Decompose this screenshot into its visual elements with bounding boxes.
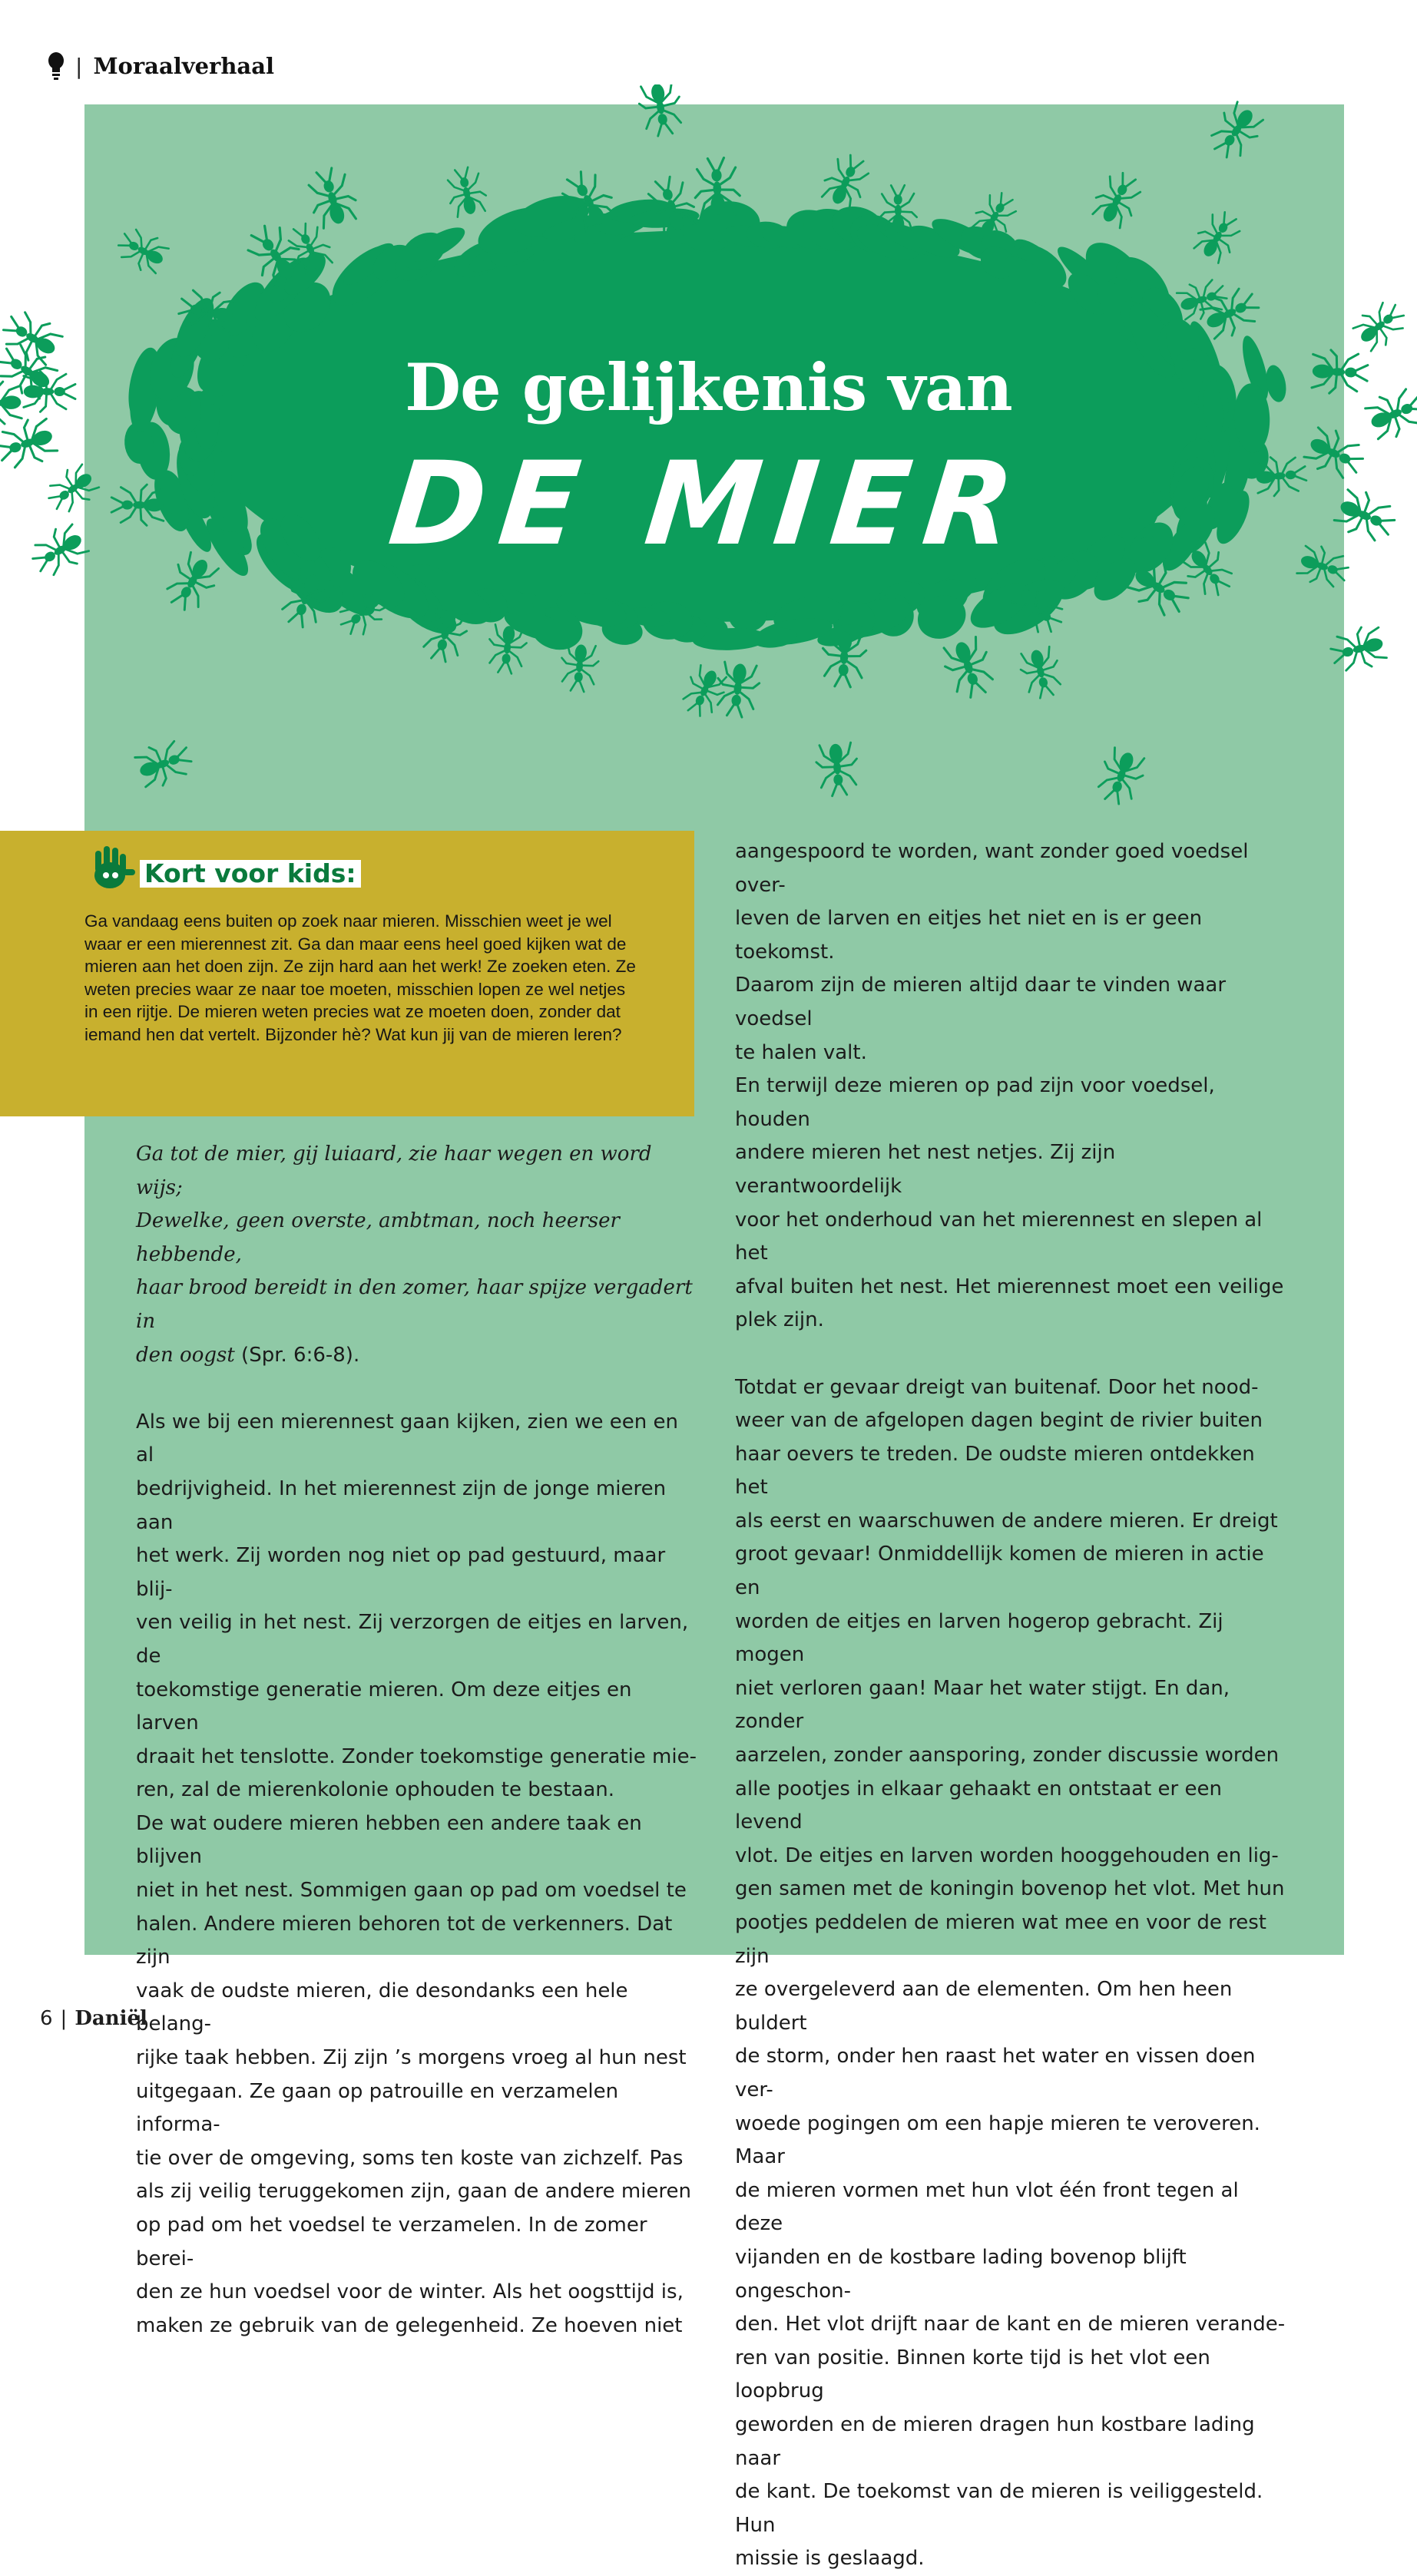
body-line: bedrijvigheid. In het mierennest zijn de jonge mieren aan bbox=[136, 1476, 667, 1534]
ant-icon bbox=[1093, 746, 1149, 809]
ant-icon bbox=[1190, 206, 1246, 265]
body-line: draait het tenslotte. Zonder toekomstige generatie mie- bbox=[136, 1744, 697, 1768]
body-line: den ze hun voedsel voor de winter. Als het oogsttijd is, bbox=[136, 2280, 684, 2304]
body-line: vijanden en de kostbare lading bovenop blijft ongeschon- bbox=[735, 2245, 1187, 2303]
body-line: plek zijn. bbox=[735, 1308, 824, 1332]
kids-line: weten precies waar ze naar toe moeten, misschien lopen ze wel netjes bbox=[84, 979, 626, 999]
ant-icon bbox=[694, 157, 740, 217]
body-line: als zij veilig teruggekomen zijn, gaan de andere mieren bbox=[136, 2180, 692, 2204]
body-line: halen. Andere mieren behoren tot de verkenners. Dat zijn bbox=[136, 1912, 673, 1969]
quote-line: Dewelke, geen overste, ambtman, noch heerser hebbende, bbox=[136, 1209, 620, 1266]
body-line: aarzelen, zonder aansporing, zonder discussie worden bbox=[735, 1744, 1280, 1767]
body-line: niet in het nest. Sommigen gaan op pad om voedsel te bbox=[136, 1879, 687, 1903]
body-line: als eerst en waarschuwen de andere mieren. Er dreigt bbox=[735, 1509, 1278, 1533]
right-body-1 bbox=[735, 835, 1288, 1338]
ant-icon bbox=[134, 736, 196, 792]
kids-heading bbox=[84, 840, 361, 891]
body-line: En terwijl deze mieren op pad zijn voor voedsel, houden bbox=[735, 1074, 1215, 1131]
ant-icon bbox=[939, 635, 998, 702]
body-line: afval buiten het nest. Het mierennest moet een veilige bbox=[735, 1275, 1284, 1298]
ant-icon bbox=[443, 165, 488, 218]
ant-icon bbox=[113, 223, 171, 277]
kids-line: mieren aan het doen zijn. Ze zijn hard aan het werk! Ze zoeken eten. Ze bbox=[84, 957, 636, 976]
section-label: Moraalverhaal bbox=[93, 53, 275, 79]
body-line: Daarom zijn de mieren altijd daar te vinden waar voedsel bbox=[735, 974, 1227, 1030]
body-line: ren, zal de mierenkolonie ophouden te bestaan. bbox=[136, 1778, 615, 1802]
body-line: te halen valt. bbox=[735, 1040, 867, 1064]
body-line: vaak de oudste mieren, die desondanks een hele belang- bbox=[136, 1979, 628, 2036]
body-line: geworden en de mieren dragen hun kostbare lading naar bbox=[735, 2412, 1255, 2470]
lightbulb-icon bbox=[48, 52, 65, 80]
left-column bbox=[136, 1138, 697, 2343]
right-column bbox=[735, 835, 1288, 2576]
header-separator: | bbox=[75, 53, 83, 79]
body-line: Totdat er gevaar dreigt van buitenaf. Door het nood- bbox=[735, 1375, 1259, 1399]
body-line: De wat oudere mieren hebben een andere taak en blijven bbox=[136, 1811, 642, 1869]
ant-icon bbox=[1350, 296, 1411, 355]
page-header bbox=[48, 51, 274, 81]
ant-icon bbox=[559, 643, 600, 693]
title-line-2: DE MIER bbox=[383, 438, 1034, 571]
body-line: tie over de omgeving, soms ten koste van zichzelf. Pas bbox=[136, 2146, 684, 2170]
body-line: alle pootjes in elkaar gehaakt en ontstaat er een levend bbox=[735, 1777, 1222, 1834]
body-line: Als we bij een mierennest gaan kijken, zien we een en al bbox=[136, 1410, 679, 1467]
page-footer bbox=[40, 2007, 147, 2030]
ant-icon bbox=[1089, 167, 1147, 230]
kids-line: waar er een mierennest zit. Ga dan maar eens heel goed kijken wat de bbox=[84, 934, 627, 954]
quote-reference: (Spr. 6:6-8). bbox=[234, 1343, 360, 1367]
kids-line: iemand hen dat vertelt. Bijzonder hè? Wat kun jij van de mieren leren? bbox=[84, 1024, 622, 1044]
body-line: woede pogingen om een hapje mieren te veroveren. Maar bbox=[735, 2111, 1260, 2169]
footer-separator: | bbox=[60, 2007, 68, 2030]
ant-icon bbox=[637, 84, 686, 138]
quote-line: den oogst bbox=[136, 1343, 235, 1367]
quote-line: Ga tot de mier, gij luiaard, zie haar wegen en word wijs; bbox=[136, 1143, 652, 1199]
body-line: de mieren vormen met hun vlot één front tegen al deze bbox=[735, 2178, 1239, 2236]
page-number: 6 bbox=[40, 2007, 53, 2030]
body-line: rijke taak hebben. Zij zijn ’s morgens vroeg al hun nest bbox=[136, 2046, 687, 2070]
body-line: de kant. De toekomst van de mieren is veiliggesteld. Hun bbox=[735, 2480, 1263, 2537]
body-line: niet verloren gaan! Maar het water stijgt. En dan, zonder bbox=[735, 1676, 1230, 1734]
title-line-1: De gelijkenis van bbox=[405, 349, 1012, 425]
body-line: den. Het vlot drijft naar de kant en de mieren verande- bbox=[735, 2313, 1286, 2336]
body-line: toekomstige generatie mieren. Om deze eitjes en larven bbox=[136, 1678, 632, 1735]
ant-icon bbox=[1198, 282, 1264, 342]
ant-icon bbox=[1017, 646, 1064, 701]
body-line: de storm, onder hen raast het water en vissen doen ver- bbox=[735, 2045, 1256, 2101]
kids-line: in een rijtje. De mieren weten precies wat ze moeten doen, zonder dat bbox=[84, 1002, 621, 1021]
ant-icon bbox=[486, 624, 528, 675]
body-line: leven de larven en eitjes het niet en is er geen toekomst. bbox=[735, 907, 1203, 964]
hand-icon bbox=[84, 845, 135, 891]
body-line: aangespoord te worden, want zonder goed voedsel over- bbox=[735, 840, 1249, 897]
body-line: pootjes peddelen de mieren wat mee en voor de rest zijn bbox=[735, 1911, 1266, 1968]
body-line: worden de eitjes en larven hogerop gebracht. Zij mogen bbox=[735, 1609, 1223, 1667]
kids-text bbox=[84, 910, 668, 1046]
body-line: voor het onderhoud van het mierennest en slepen al het bbox=[735, 1208, 1263, 1265]
body-line: weer van de afgelopen dagen begint de rivier buiten bbox=[735, 1409, 1263, 1433]
ant-icon bbox=[815, 742, 859, 798]
body-line: missie is geslaagd. bbox=[735, 2547, 925, 2571]
ant-icon bbox=[677, 663, 730, 721]
body-line: het werk. Zij worden nog niet op pad gestuurd, maar blij- bbox=[136, 1544, 666, 1601]
body-line: ren van positie. Binnen korte tijd is het vlot een loopbrug bbox=[735, 2346, 1210, 2403]
body-line: ven veilig in het nest. Zij verzorgen de eitjes en larven, de bbox=[136, 1611, 689, 1668]
body-line: gen samen met de koningin bovenop het vlot. Met hun bbox=[735, 1877, 1285, 1901]
paragraph-gap bbox=[136, 1372, 697, 1406]
paragraph-gap bbox=[735, 1338, 1288, 1371]
magazine-name: Daniël bbox=[74, 2007, 147, 2030]
quote-line: haar brood bereidt in den zomer, haar spijze vergadert in bbox=[136, 1276, 693, 1333]
quote-last-line bbox=[136, 1339, 697, 1373]
body-line: andere mieren het nest netjes. Zij zijn verantwoordelijk bbox=[735, 1141, 1116, 1198]
ant-icon bbox=[303, 164, 361, 230]
ant-icon bbox=[1204, 99, 1267, 164]
body-line: haar oevers te treden. De oudste mieren ontdekken het bbox=[735, 1442, 1255, 1500]
body-line: ze overgeleverd aan de elementen. Om hen heen buldert bbox=[735, 1978, 1233, 2035]
kids-title: Kort voor kids: bbox=[140, 860, 361, 888]
right-body-2 bbox=[735, 1371, 1288, 2576]
body-line: maken ze gebruik van de gelegenheid. Ze hoeven niet bbox=[136, 2313, 683, 2337]
ant-icon bbox=[713, 661, 761, 719]
kids-line: Ga vandaag eens buiten op zoek naar mieren. Misschien weet je wel bbox=[84, 911, 612, 931]
left-body bbox=[136, 1406, 697, 2343]
body-line: op pad om het voedsel te verzamelen. In de zomer berei- bbox=[136, 2214, 647, 2270]
body-line: groot gevaar! Onmiddellijk komen de mieren in actie en bbox=[735, 1543, 1264, 1600]
body-line: vlot. De eitjes en larven worden hooggehouden en lig- bbox=[735, 1844, 1279, 1867]
ant-icon bbox=[1327, 623, 1388, 675]
body-line: uitgegaan. Ze gaan op patrouille en verzamelen informa- bbox=[136, 2079, 619, 2137]
ant-icon bbox=[818, 150, 875, 212]
